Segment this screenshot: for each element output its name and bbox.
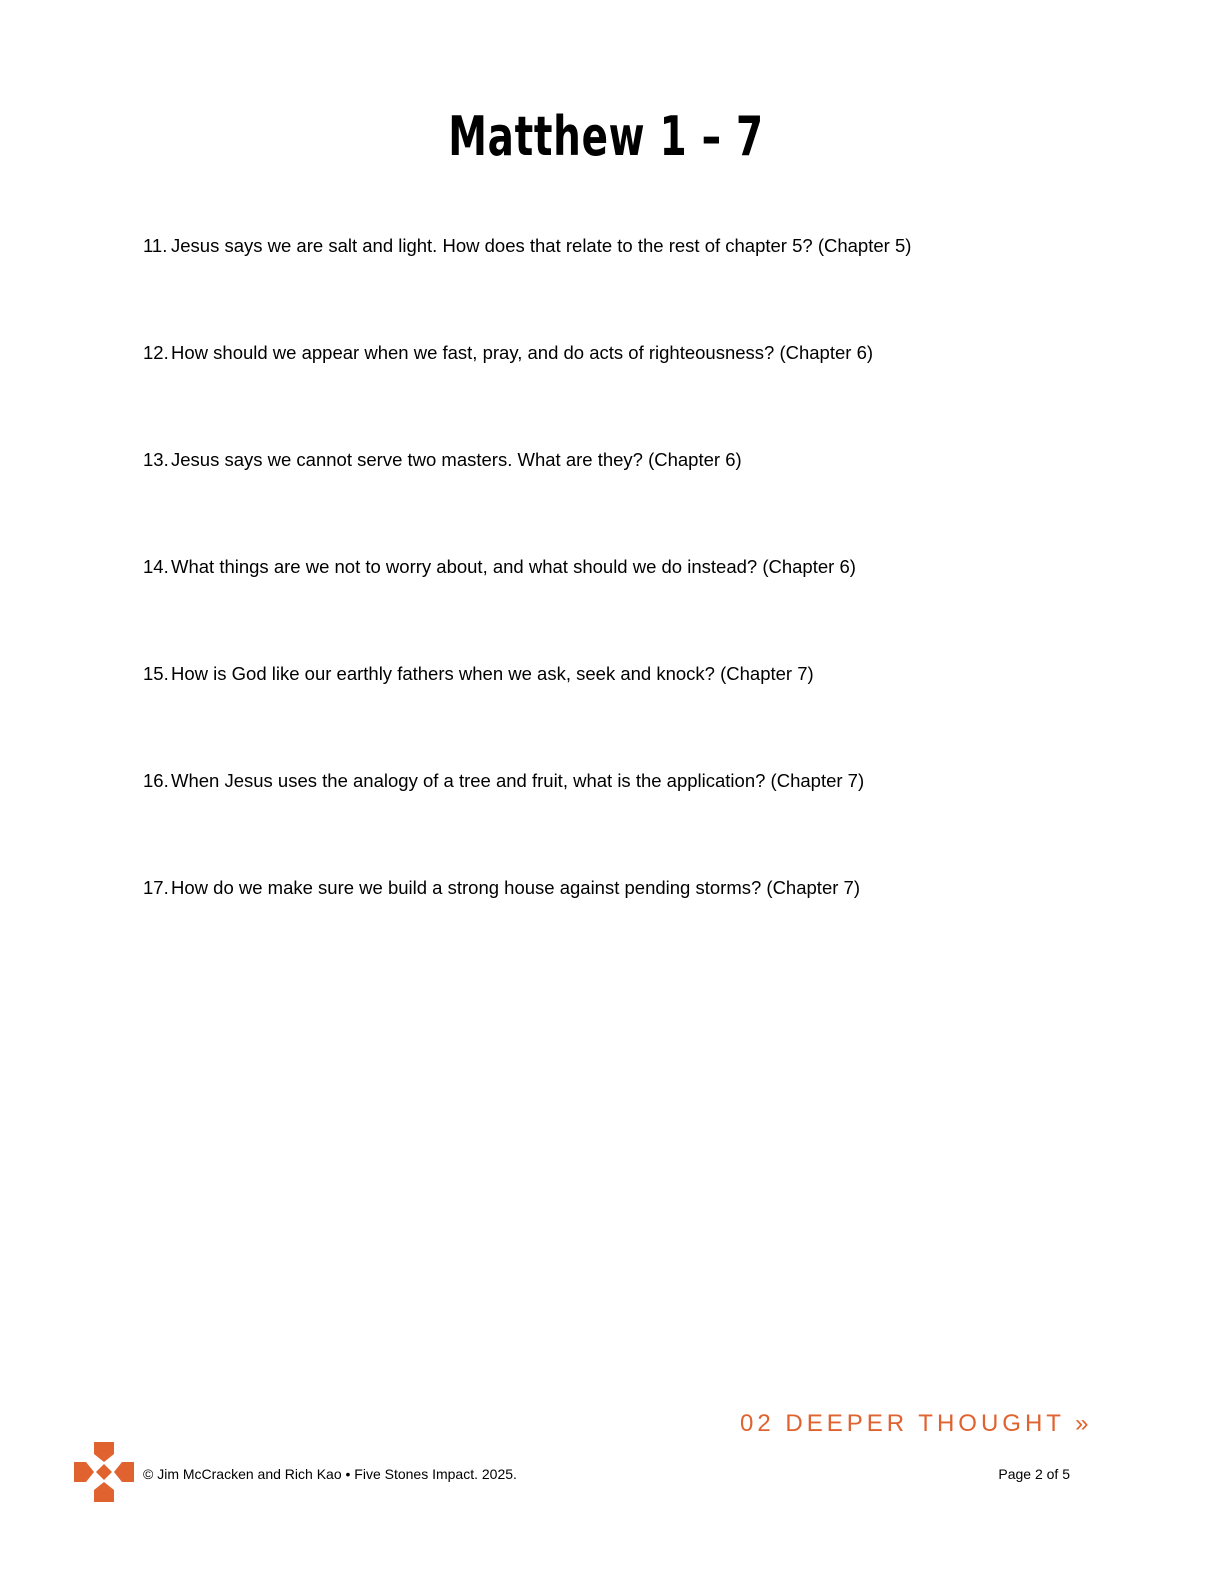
question-number: 16. (143, 770, 169, 791)
question-text: How do we make sure we build a strong house against pending storms? (Chapter 7) (171, 877, 860, 898)
next-section-link[interactable]: 02 DEEPER THOUGHT » (740, 1410, 1093, 1437)
question-item (143, 660, 1123, 767)
logo-bottom-arm (94, 1482, 114, 1502)
question-text: When Jesus uses the analogy of a tree and fruit, what is the application? (Chapter 7) (171, 770, 865, 791)
logo-right-arm (114, 1462, 134, 1482)
question-number: 13. (143, 449, 169, 470)
copyright-notice: © Jim McCracken and Rich Kao • Five Stones Impact. 2025. (143, 1466, 517, 1482)
question-text: Jesus says we cannot serve two masters. What are they? (Chapter 6) (171, 449, 742, 470)
page-title: Matthew 1 – 7 (448, 105, 764, 168)
cross-diamond-logo-icon (74, 1442, 134, 1502)
question-text: How is God like our earthly fathers when we ask, seek and knock? (Chapter 7) (171, 663, 814, 684)
logo-left-arm (74, 1462, 94, 1482)
logo-top-arm (94, 1442, 114, 1462)
question-item (143, 874, 1123, 981)
question-list (143, 232, 1123, 981)
question-item (143, 767, 1123, 874)
question-number: 11. (143, 235, 168, 256)
page-number: Page 2 of 5 (998, 1466, 1070, 1482)
question-number: 17. (143, 877, 169, 898)
question-item (143, 553, 1123, 660)
question-item (143, 232, 1123, 339)
question-item (143, 339, 1123, 446)
logo-center-diamond (96, 1464, 112, 1480)
question-text: What things are we not to worry about, and what should we do instead? (Chapter 6) (171, 556, 856, 577)
question-item (143, 446, 1123, 553)
question-text: Jesus says we are salt and light. How does that relate to the rest of chapter 5? (Chapter 5) (171, 235, 912, 256)
question-number: 14. (143, 556, 169, 577)
question-number: 12. (143, 342, 169, 363)
question-number: 15. (143, 663, 169, 684)
question-text: How should we appear when we fast, pray, and do acts of righteousness? (Chapter 6) (171, 342, 874, 363)
